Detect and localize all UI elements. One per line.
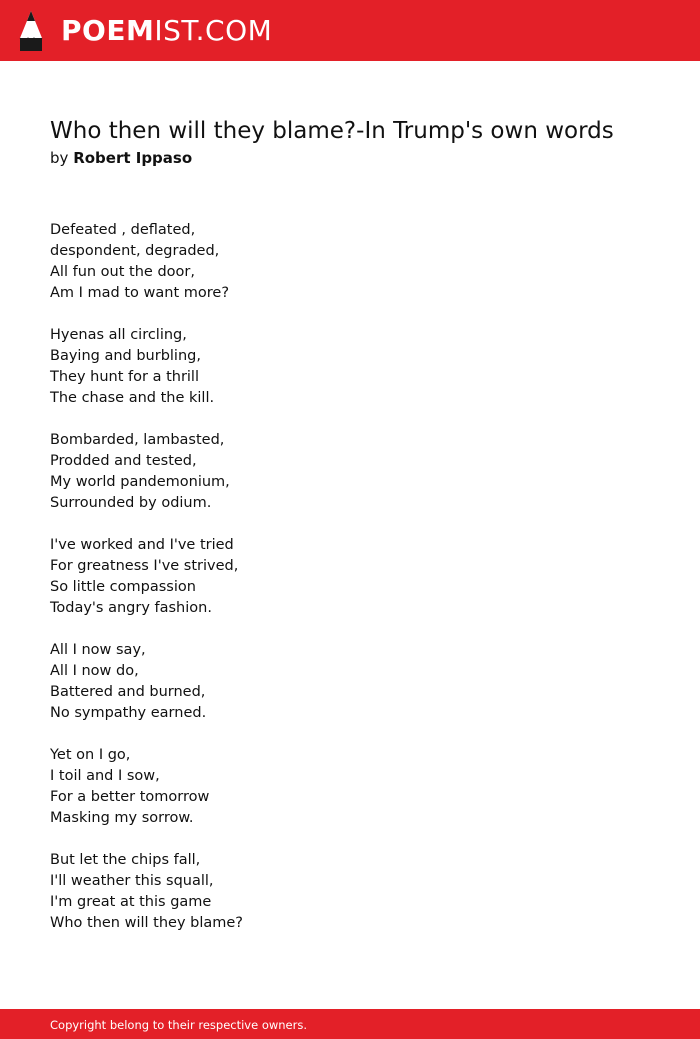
poem-line: Prodded and tested, <box>50 453 197 469</box>
stanza <box>50 535 670 619</box>
logo-light-text: IST.COM <box>154 14 273 47</box>
site-logo[interactable] <box>18 9 272 53</box>
stanza <box>50 640 670 724</box>
poem-line: For a better tomorrow <box>50 789 210 805</box>
poem-line: Am I mad to want more? <box>50 285 230 301</box>
poem-line: Baying and burbling, <box>50 348 201 364</box>
poem-line: All I now say, <box>50 642 146 658</box>
poem-line: Surrounded by odium. <box>50 495 212 511</box>
poem-line: All I now do, <box>50 663 139 679</box>
stanza <box>50 850 670 934</box>
poem-content <box>50 116 670 955</box>
poem-line: All fun out the door, <box>50 264 195 280</box>
poem-line: They hunt for a thrill <box>50 369 199 385</box>
poem-line: The chase and the kill. <box>50 390 215 406</box>
poem-title: Who then will they blame?-In Trump's own words <box>50 118 614 144</box>
poem-line: So little compassion <box>50 579 196 595</box>
poem-line: My world pandemonium, <box>50 474 230 490</box>
stanza <box>50 325 670 409</box>
byline <box>50 148 670 168</box>
poem-line: Masking my sorrow. <box>50 810 194 826</box>
poem-author: Robert Ippaso <box>73 149 193 167</box>
pencil-tip-icon <box>18 10 44 52</box>
poem-line: Battered and burned, <box>50 684 206 700</box>
poem-line: Bombarded, lambasted, <box>50 432 225 448</box>
poem-line: I toil and I sow, <box>50 768 160 784</box>
stanza <box>50 220 670 304</box>
site-header <box>0 0 700 61</box>
poem-line: Defeated , deflated, <box>50 222 196 238</box>
stanza <box>50 745 670 829</box>
by-label: by <box>50 149 69 167</box>
logo-wordmark <box>61 14 273 47</box>
poem-line: I've worked and I've tried <box>50 537 234 553</box>
poem-line: Who then will they blame? <box>50 915 244 931</box>
poem-line: But let the chips fall, <box>50 852 201 868</box>
poem-line: Yet on I go, <box>50 747 131 763</box>
copyright-notice: Copyright belong to their respective owners. <box>50 1018 308 1032</box>
poem-line: For greatness I've strived, <box>50 558 239 574</box>
poem-line: I'll weather this squall, <box>50 873 214 889</box>
poem-line: despondent, degraded, <box>50 243 220 259</box>
poem-line: Hyenas all circling, <box>50 327 187 343</box>
logo-bold-text: POEM <box>61 14 155 47</box>
poem-line: Today's angry fashion. <box>50 600 212 616</box>
poem-line: I'm great at this game <box>50 894 212 910</box>
stanza <box>50 430 670 514</box>
site-footer <box>0 1009 700 1039</box>
poem-line: No sympathy earned. <box>50 705 207 721</box>
poem-body <box>50 220 670 934</box>
